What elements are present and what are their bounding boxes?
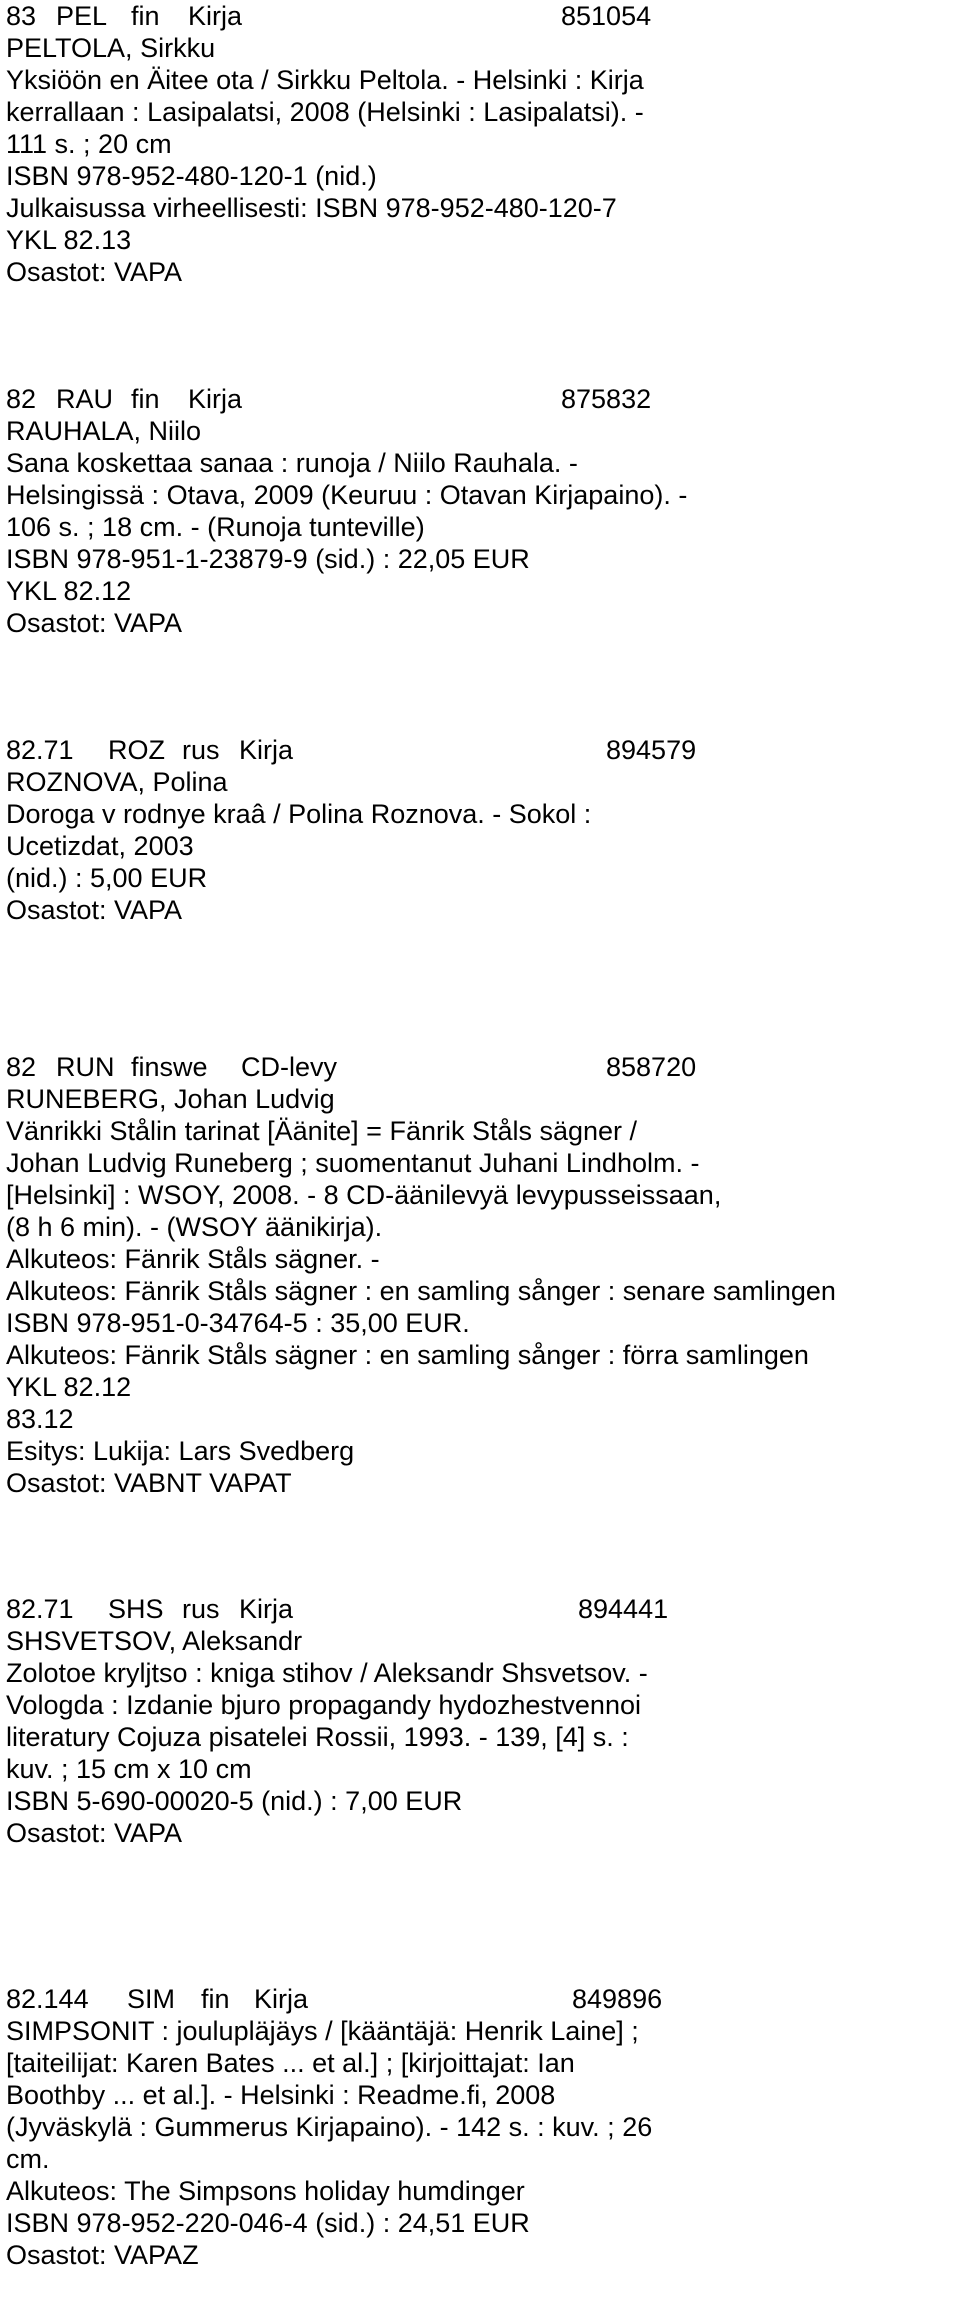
- entry-line: Johan Ludvig Runeberg ; suomentanut Juhani Lindholm. -: [6, 1148, 700, 1178]
- entry-line: Alkuteos: Fänrik Ståls sägner : en samling sånger : senare samlingen: [6, 1276, 836, 1306]
- entry-line: Osastot: VAPA: [6, 257, 183, 287]
- entry-line: 83.12: [6, 1404, 74, 1434]
- entry-line: Alkuteos: Fänrik Ståls sägner : en samling sånger : förra samlingen: [6, 1340, 809, 1370]
- class-code: 82: [6, 1052, 37, 1082]
- entry-line: SIMPSONIT : joulupläjäys / [kääntäjä: Henrik Laine] ;: [6, 2016, 639, 2046]
- entry-line: Osastot: VAPA: [6, 608, 183, 638]
- entry-line: [Helsinki] : WSOY, 2008. - 8 CD-äänilevyä levypusseissaan,: [6, 1180, 722, 1210]
- entry-line: literatury Cojuza pisatelei Rossii, 1993. - 139, [4] s. :: [6, 1722, 629, 1752]
- entry-line: Boothby ... et al.]. - Helsinki : Readme.fi, 2008: [6, 2080, 556, 2110]
- entry-line: Osastot: VAPA: [6, 1818, 183, 1848]
- entry-line: Alkuteos: Fänrik Ståls sägner. -: [6, 1244, 380, 1274]
- material-type: Kirja: [188, 384, 243, 414]
- record-id: 858720: [606, 1052, 697, 1082]
- entry-line: ISBN 978-951-1-23879-9 (sid.) : 22,05 EUR: [6, 544, 530, 574]
- shelf-code: RAU: [56, 384, 114, 414]
- entry-line: Vänrikki Stålin tarinat [Äänite] = Fänrik Ståls sägner /: [6, 1116, 638, 1146]
- language-code: finswe: [131, 1052, 208, 1082]
- shelf-code: PEL: [56, 1, 108, 31]
- shelf-code: SIM: [127, 1984, 176, 2014]
- entry-line: cm.: [6, 2144, 50, 2174]
- record-id: 894579: [606, 735, 697, 765]
- language-code: fin: [201, 1984, 230, 2014]
- entry-line: (8 h 6 min). - (WSOY äänikirja).: [6, 1212, 383, 1242]
- language-code: fin: [131, 1, 160, 31]
- entry-line: SHSVETSOV, Aleksandr: [6, 1626, 303, 1656]
- entry-line: ISBN 978-952-220-046-4 (sid.) : 24,51 EUR: [6, 2208, 530, 2238]
- record-id: 875832: [561, 384, 652, 414]
- material-type: Kirja: [239, 1594, 294, 1624]
- shelf-code: RUN: [56, 1052, 115, 1082]
- material-type: Kirja: [239, 735, 294, 765]
- entry-line: Alkuteos: The Simpsons holiday humdinger: [6, 2176, 525, 2206]
- class-code: 82.71: [6, 735, 74, 765]
- class-code: 82.71: [6, 1594, 74, 1624]
- shelf-code: ROZ: [108, 735, 165, 765]
- class-code: 82: [6, 384, 37, 414]
- entry-line: (nid.) : 5,00 EUR: [6, 863, 208, 893]
- entry-line: Helsingissä : Otava, 2009 (Keuruu : Otavan Kirjapaino). -: [6, 480, 688, 510]
- entry-line: RAUHALA, Niilo: [6, 416, 202, 446]
- entry-line: ISBN 978-952-480-120-1 (nid.): [6, 161, 377, 191]
- entry-line: YKL 82.12: [6, 576, 132, 606]
- record-id: 849896: [572, 1984, 663, 2014]
- entry-line: PELTOLA, Sirkku: [6, 33, 216, 63]
- entry-line: Osastot: VABNT VAPAT: [6, 1468, 292, 1498]
- entry-line: 111 s. ; 20 cm: [6, 129, 172, 159]
- entry-line: ISBN 978-951-0-34764-5 : 35,00 EUR.: [6, 1308, 470, 1338]
- entry-line: kerrallaan : Lasipalatsi, 2008 (Helsinki : Lasipalatsi). -: [6, 97, 644, 127]
- entry-line: Julkaisussa virheellisesti: ISBN 978-952-480-120-7: [6, 193, 617, 223]
- entry-line: Zolotoe kryljtso : kniga stihov / Aleksandr Shsvetsov. -: [6, 1658, 648, 1688]
- entry-line: Yksiöön en Äitee ota / Sirkku Peltola. - Helsinki : Kirja: [6, 65, 644, 95]
- material-type: Kirja: [188, 1, 243, 31]
- record-id: 894441: [578, 1594, 669, 1624]
- entry-line: Vologda : Izdanie bjuro propagandy hydozhestvennoi: [6, 1690, 641, 1720]
- class-code: 82.144: [6, 1984, 89, 2014]
- material-type: Kirja: [254, 1984, 309, 2014]
- entry-line: Doroga v rodnye kraâ / Polina Roznova. - Sokol :: [6, 799, 592, 829]
- language-code: rus: [182, 1594, 220, 1624]
- entry-line: 106 s. ; 18 cm. - (Runoja tunteville): [6, 512, 425, 542]
- entry-line: Osastot: VAPA: [6, 895, 183, 925]
- entry-line: [taiteilijat: Karen Bates ... et al.] ; [kirjoittajat: Ian: [6, 2048, 575, 2078]
- entry-line: ROZNOVA, Polina: [6, 767, 228, 797]
- entry-line: Osastot: VAPAZ: [6, 2240, 199, 2270]
- class-code: 83: [6, 1, 37, 31]
- entry-line: Sana koskettaa sanaa : runoja / Niilo Rauhala. -: [6, 448, 578, 478]
- entry-line: kuv. ; 15 cm x 10 cm: [6, 1754, 252, 1784]
- shelf-code: SHS: [108, 1594, 164, 1624]
- material-type: CD-levy: [241, 1052, 338, 1082]
- language-code: rus: [182, 735, 220, 765]
- entry-line: (Jyväskylä : Gummerus Kirjapaino). - 142 s. : kuv. ; 26: [6, 2112, 653, 2142]
- language-code: fin: [131, 384, 160, 414]
- entry-line: YKL 82.13: [6, 225, 132, 255]
- entry-line: ISBN 5-690-00020-5 (nid.) : 7,00 EUR: [6, 1786, 463, 1816]
- entry-line: RUNEBERG, Johan Ludvig: [6, 1084, 335, 1114]
- record-id: 851054: [561, 1, 652, 31]
- entry-line: Ucetizdat, 2003: [6, 831, 194, 861]
- entry-line: YKL 82.12: [6, 1372, 132, 1402]
- entry-line: Esitys: Lukija: Lars Svedberg: [6, 1436, 355, 1466]
